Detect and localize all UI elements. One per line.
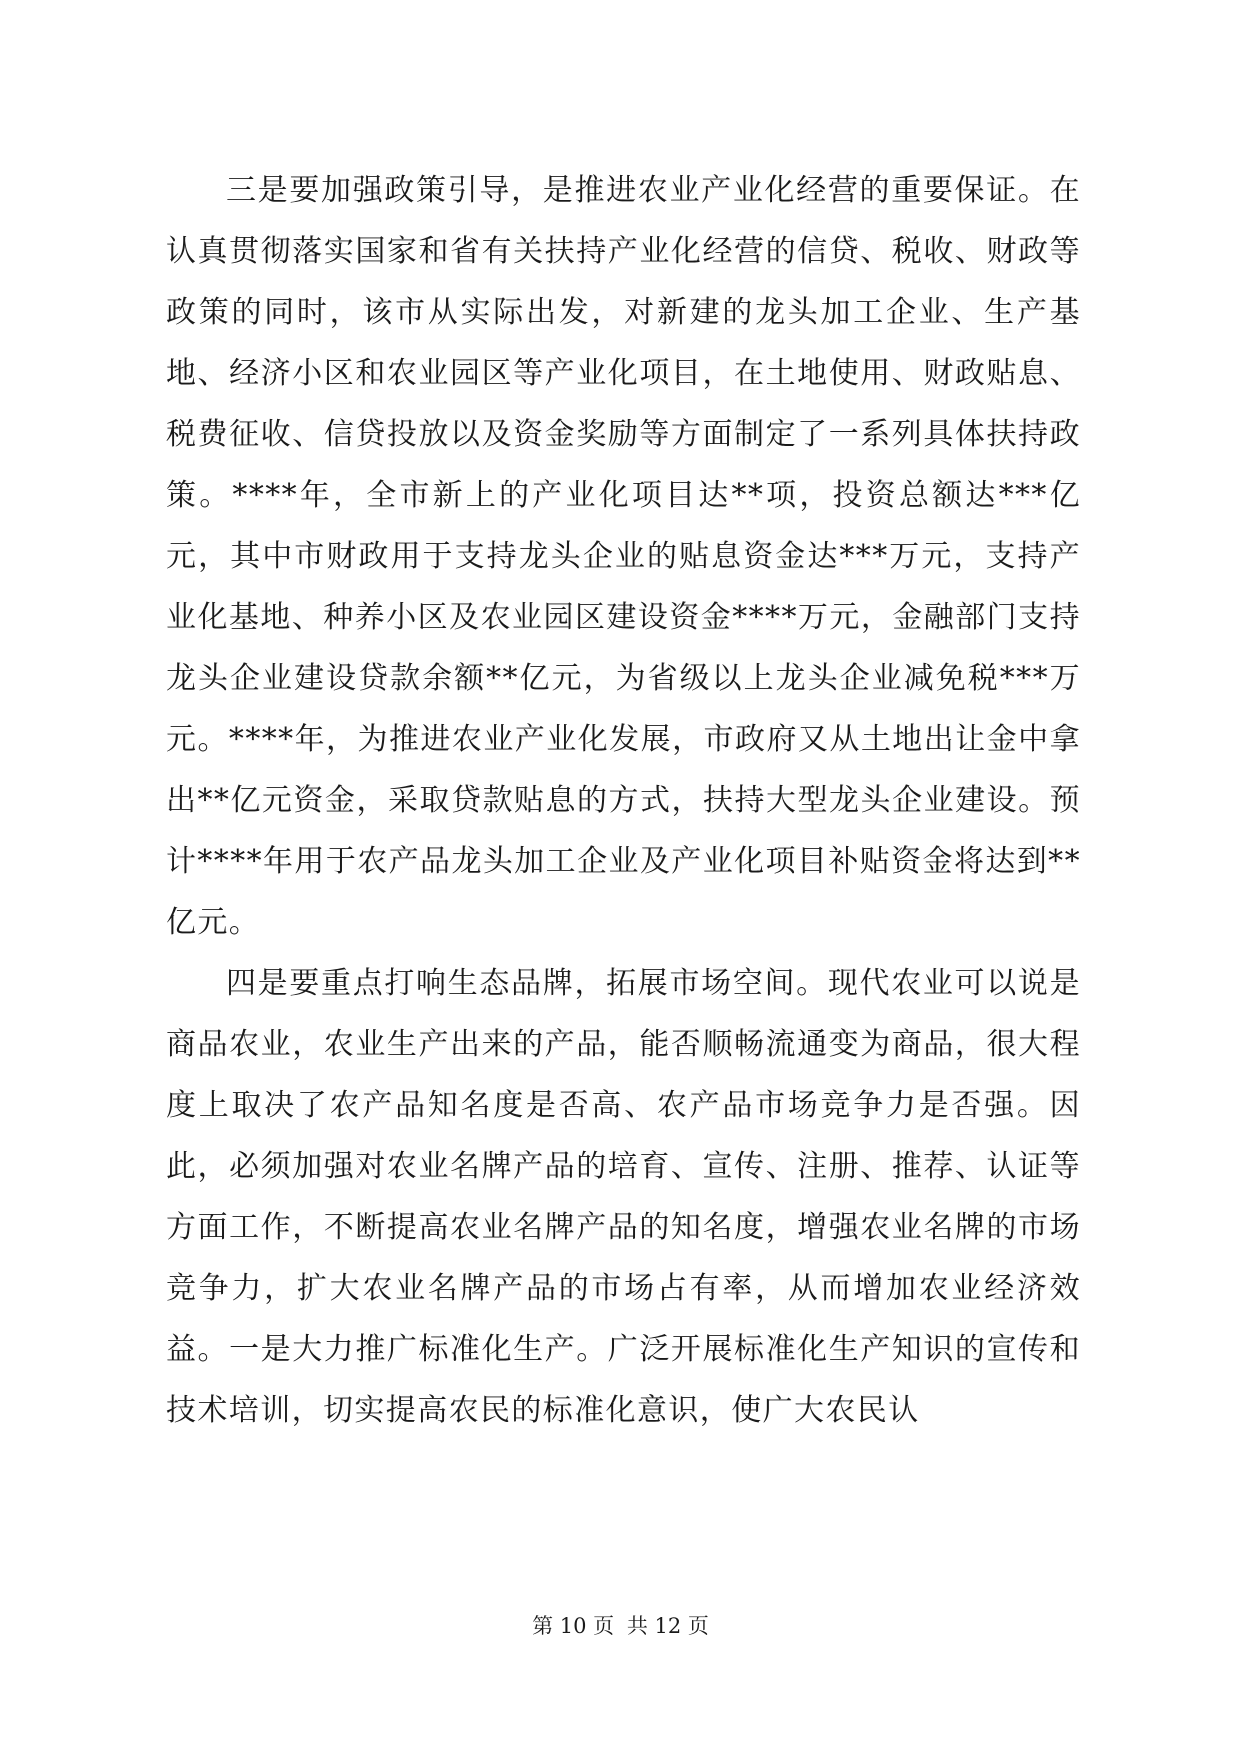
paragraph-ecological-brand: 四是要重点打响生态品牌，拓展市场空间。现代农业可以说是商品农业，农业生产出来的产品，能否顺畅流通变为商品，很大程度上取决了农产品知名度是否高、农产品市场竞争力是否强。因此，必须加强对农业名牌产品的培育、宣传、注册、推荐、认证等方面工作，不断提高农业名牌产品的知名度，增强农业名牌的市场竞争力，扩大农业名牌产品的市场占有率，从而增加农业经济效益。一是大力推广标准化生产。广泛开展标准化生产知识的宣传和技术培训，切实提高农民的标准化意识，使广大农民认 <box>166 966 1081 1428</box>
page-number: 第 10 页 <box>532 1614 615 1638</box>
page-footer <box>0 1612 1241 1640</box>
document-body <box>166 160 1081 1441</box>
page-total: 共 12 页 <box>626 1614 709 1638</box>
paragraph-policy-guidance: 三是要加强政策引导，是推进农业产业化经营的重要保证。在认真贯彻落实国家和省有关扶持产业化经营的信贷、税收、财政等政策的同时，该市从实际出发，对新建的龙头加工企业、生产基地、经济小区和农业园区等产业化项目，在土地使用、财政贴息、税费征收、信贷投放以及资金奖励等方面制定了一系列具体扶持政策。****年，全市新上的产业化项目达**项，投资总额达***亿元，其中市财政用于支持龙头企业的贴息资金达***万元，支持产业化基地、种养小区及农业园区建设资金****万元，金融部门支持龙头企业建设贷款余额**亿元，为省级以上龙头企业减免税***万元。****年，为推进农业产业化发展，市政府又从土地出让金中拿出**亿元资金，采取贷款贴息的方式，扶持大型龙头企业建设。预计****年用于农产品龙头加工企业及产业化项目补贴资金将达到**亿元。 <box>166 173 1081 940</box>
